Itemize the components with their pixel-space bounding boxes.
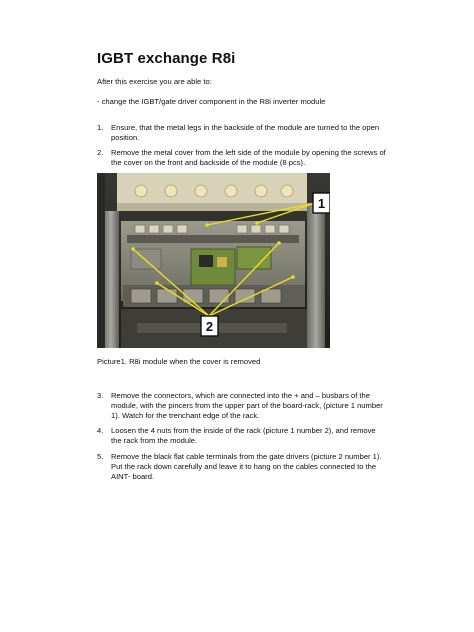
step-number: 1. (97, 123, 104, 132)
callout-2 (201, 316, 218, 336)
step-line: Remove the black flat cable terminals from the gate drivers (picture 2 number 1). (111, 452, 382, 461)
module-photo (97, 173, 330, 348)
objective-text: - change the IGBT/gate driver component in the R8i inverter module (97, 97, 326, 106)
figure-caption: Picture1. R8i module when the cover is removed (97, 357, 261, 366)
step-number: 2. (97, 148, 104, 157)
step-number: 5. (97, 452, 104, 461)
page-title: IGBT exchange R8i (97, 50, 236, 67)
step-line: the cover on the front and backside of the module (8 pcs). (111, 158, 306, 167)
callout-2-label: 2 (205, 319, 214, 334)
step-number: 4. (97, 426, 104, 435)
intro-text: After this exercise you are able to: (97, 77, 212, 86)
step-line: the rack from the module. (111, 436, 198, 445)
step-line: Loosen the 4 nuts from the inside of the rack (picture 1 number 2), and remove (111, 426, 376, 435)
step-line: module, with the pincers from the upper part of the board-rack, (picture 1 number (111, 401, 383, 410)
step-number: 3. (97, 391, 104, 400)
step-line: AINT- board. (111, 472, 155, 481)
step-line: 1). Watch for the trenchant edge of the rack. (111, 411, 260, 420)
callout-1-label: 1 (317, 196, 326, 211)
step-line: Remove the connectors, which are connected into the + and – busbars of the (111, 391, 370, 400)
step-line: Ensure, that the metal legs in the backside of the module are turned to the open (111, 123, 380, 132)
step-line: Remove the metal cover from the left side of the module by opening the screws of (111, 148, 386, 157)
module-photo-drawing (97, 173, 330, 348)
step-line: Put the rack down carefully and leave it to hang on the cables connected to the (111, 462, 377, 471)
callout-1 (313, 193, 330, 213)
step-line: position. (111, 133, 140, 142)
